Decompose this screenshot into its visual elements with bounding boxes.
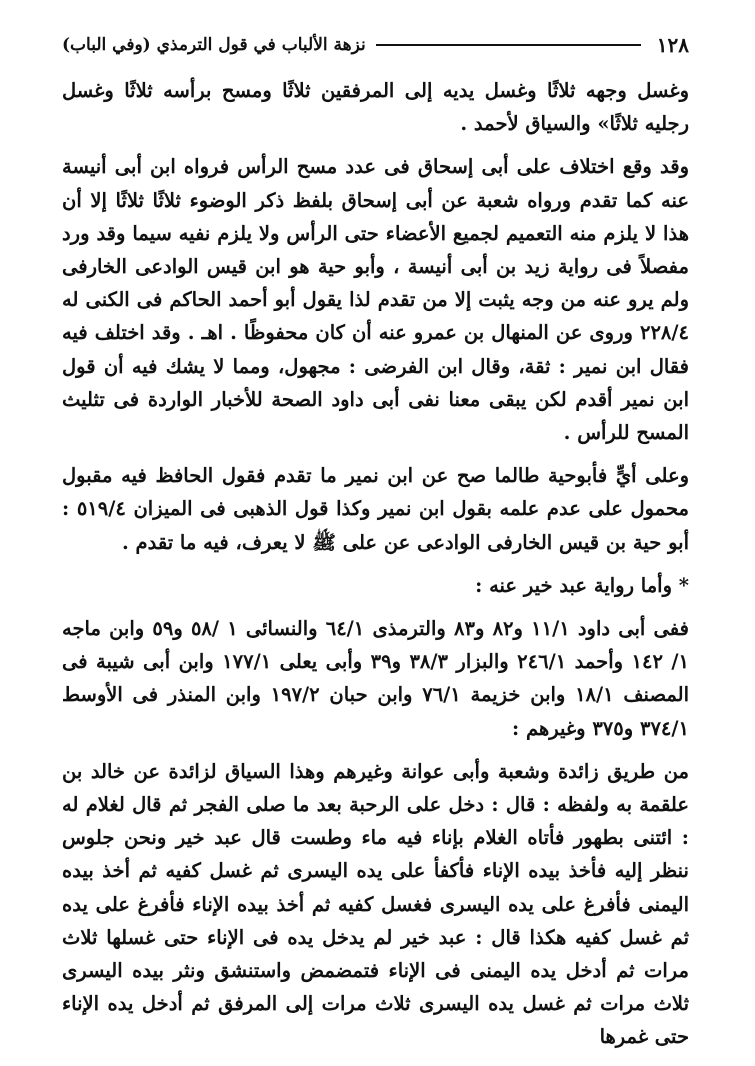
paragraph: وقد وقع اختلاف على أبى إسحاق فى عدد مسح الرأس فرواه ابن أبى أنيسة عنه كما تقدم ورواه شعبة عن أبى إسحاق بلفظ ذكر الوضوء ثلاثًا ثلاثًا إلا أن هذا لا يلزم منه التعميم لجميع الأعضاء حتى الرأس ولا يلزم نفيه سيما وقد ورد مفصلاً فى رواية زيد بن أبى أنيسة ، وأبو حية هو ابن قيس الوادعى الخارفى ولم يرو عنه من وجه يثبت إلا من تقدم لذا يقول أبو أحمد الحاكم فى الكنى له ٢٢٨/٤ وروى عن المنهال بن عمرو عنه أن كان محفوظًا . اهـ . وقد اختلف فيه فقال ابن نمير : ثقة، وقال ابن الفرضى : مجهول، ومما لا يشك فيه أن قول ابن نمير أقدم لكن يبقى معنا نفى أبى داود الصحة للأخبار الواردة فى تثليث المسح للرأس . <box>62 155 689 445</box>
paragraph: ففى أبى داود ١١/١ و٨٢ و٨٣ والترمذى ٦٤/١ والنسائى ١ /٥٨ و٥٩ وابن ماجه ١/ ١٤٢ وأحمد ٢٤٦/١ والبزار ٣٨/٣ و٣٩ وأبى يعلى ١٧٧/١ وابن أبى شيبة فى المصنف ١٨/١ وابن خزيمة ٧٦/١ وابن حبان ١٩٧/٢ وابن المنذر فى الأوسط ٣٧٤/١ و٣٧٥ وغيرهم : <box>62 617 689 740</box>
running-header <box>62 30 689 60</box>
section-heading: * وأما رواية عبد خير عنه : <box>475 573 689 597</box>
paragraph: من طريق زائدة وشعبة وأبى عوانة وغيرهم وهذا السياق لزائدة عن خالد بن علقمة به ولفظه : قال : دخل على الرحبة بعد ما صلى الفجر ثم قال لغلام له : ائتنى بطهور فأتاه الغلام بإناء فيه ماء وطست قال عبد خير ونحن جلوس ننظر إليه فأخذ بيده الإناء فأكفأ على يده اليسرى ثم غسل كفيه ثم أخذ بيده اليمنى فأفرغ على يده اليسرى فغسل كفيه ثم أخذ بيده الإناء فأفرغ على يده ثم غسل كفيه هكذا قال : عبد خير لم يدخل يده فى الإناء حتى غسلها ثلاث مرات ثم أدخل يده اليمنى فى الإناء فتمضمض واستنشق ونثر بيده اليسرى ثلاث مرات ثم غسل يده اليسرى ثلاث مرات إلى المرفق ثم أدخل يده الإناء حتى غمرها <box>62 759 689 1049</box>
running-title: نزهة الألباب في قول الترمذي (وفي الباب) <box>62 35 366 55</box>
page-body <box>62 74 689 1054</box>
header-rule <box>376 44 641 46</box>
paragraph: وغسل وجهه ثلاثًا وغسل يديه إلى المرفقين ثلاثًا ومسح برأسه ثلاثًا وغسل رجليه ثلاثًا» والسياق لأحمد . <box>62 79 689 136</box>
page-number: ١٢٨ <box>656 33 689 57</box>
paragraph: وعلى أيٍّ فأبوحية طالما صح عن ابن نمير ما تقدم فقول الحافظ فيه مقبول محمول على عدم علمه بقول ابن نمير وكذا قول الذهبى فى الميزان ٥١٩/٤ : أبو حية بن قيس الخارفى الوادعى عن على ﷺ لا يعرف، فيه ما تقدم . <box>62 464 689 554</box>
